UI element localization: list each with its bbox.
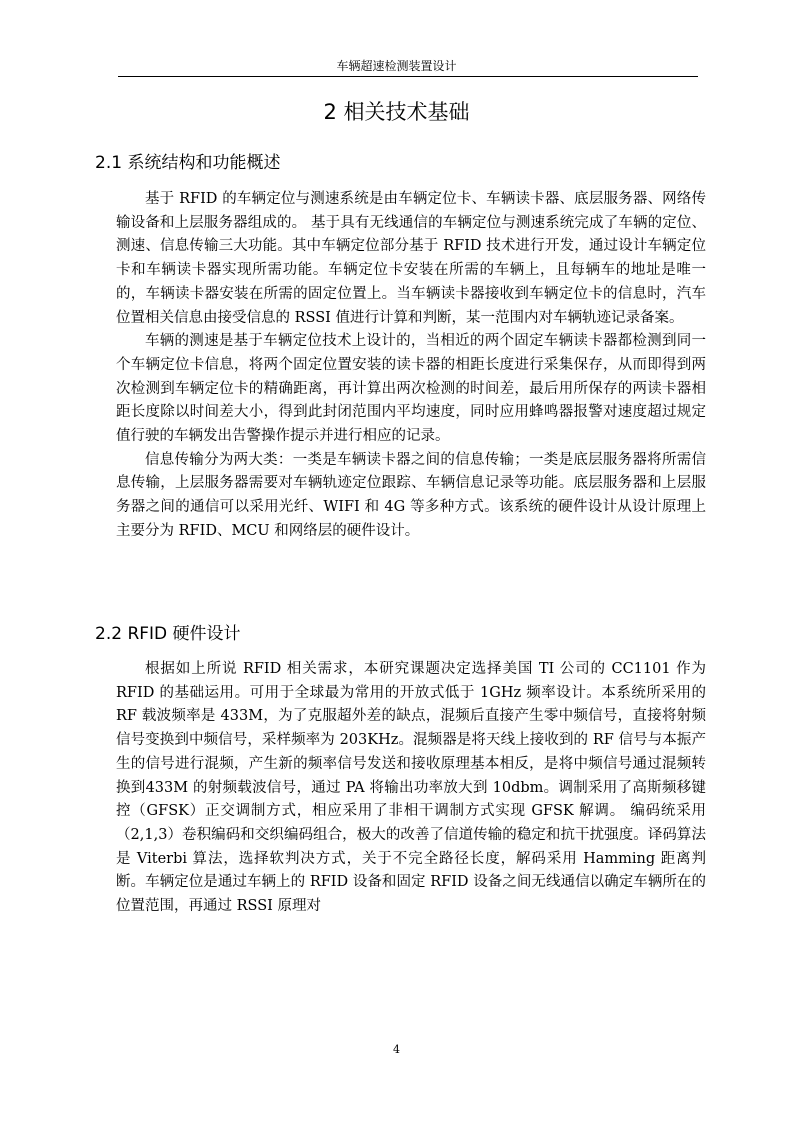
page-number: 4	[393, 1043, 400, 1056]
paragraph: 车辆的测速是基于车辆定位技术上设计的，当相近的两个固定车辆读卡器都检测到同一个车辆定位卡信息，将两个固定位置安装的读卡器的相距长度进行采集保存，从而即得到两次检测到车辆定位卡的精确距离，再计算出两次检测的时间差，最后用所保存的两读卡器相距长度除以时间差大小，得到此封闭范围内平均速度，同时应用蜂鸣器报警对速度超过规定值行驶的车辆发出告警操作提示并进行相应的记录。	[116, 333, 706, 445]
section-title-2-1: 2.1 系统结构和功能概述	[95, 153, 281, 173]
paragraph: 基于 RFID 的车辆定位与测速系统是由车辆定位卡、车辆读卡器、底层服务器、网络传输设备和上层服务器组成的。 基于具有无线通信的车辆定位与测速系统完成了车辆的定位、测速、信息传输三大功能。其中车辆定位部分基于 RFID 技术进行开发，通过设计车辆定位卡和车辆读卡器实现所需功能。车辆定位卡安装在所需的车辆上，且每辆车的地址是唯一的，车辆读卡器安装在所需的固定位置上。当车辆读卡器接收到车辆定位卡的信息时，汽车位置相关信息由接受信息的 RSSI 值进行计算和判断，某一范围内对车辆轨迹记录备案。	[116, 191, 706, 326]
paragraph: 根据如上所说 RFID 相关需求，本研究课题决定选择美国 TI 公司的 CC1101 作为 RFID 的基础运用。可用于全球最为常用的开放式低于 1GHz 频率设计。本系统所采用的 RF 载波频率是 433M，为了克服超外差的缺点，混频后直接产生零中频信号，直接将射频信号变换到中频信号，采样频率为 203KHz。混频器是将天线上接收到的 RF 信号与本振产生的信号进行混频，产生新的频率信号发送和接收原理基本相反，是将中频信号通过混频转换到433M 的射频载波信号，通过 PA 将输出功率放大到 10dbm。调制采用了高斯频移键控（GFSK）正交调制方式，相应采用了非相干调制方式实现 GFSK 解调。 编码统采用（2,1,3）卷积编码和交织编码组合，极大的改善了信道传输的稳定和抗干扰强度。译码算法是 Viterbi 算法，选择软判决方式，关于不完全路径长度，解码采用 Hamming 距离判断。车辆定位是通过车辆上的 RFID 设备和固定 RFID 设备之间无线通信以确定车辆所在的位置范围，再通过 RSSI 原理对	[116, 661, 706, 915]
section-title-2-2: 2.2 RFID 硬件设计	[95, 624, 241, 644]
section-body-2-2	[116, 658, 706, 919]
section-body-2-1	[116, 188, 706, 544]
chapter-title: 2 相关技术基础	[323, 100, 470, 124]
header-divider	[118, 76, 698, 77]
paragraph: 信息传输分为两大类：一类是车辆读卡器之间的信息传输；一类是底层服务器将所需信息传输，上层服务器需要对车辆轨迹定位跟踪、车辆信息记录等功能。底层服务器和上层服务器之间的通信可以采用光纤、WIFI 和 4G 等多种方式。该系统的硬件设计从设计原理上主要分为 RFID、MCU 和网络层的硬件设计。	[116, 451, 706, 539]
running-header: 车辆超速检测装置设计	[336, 59, 457, 73]
